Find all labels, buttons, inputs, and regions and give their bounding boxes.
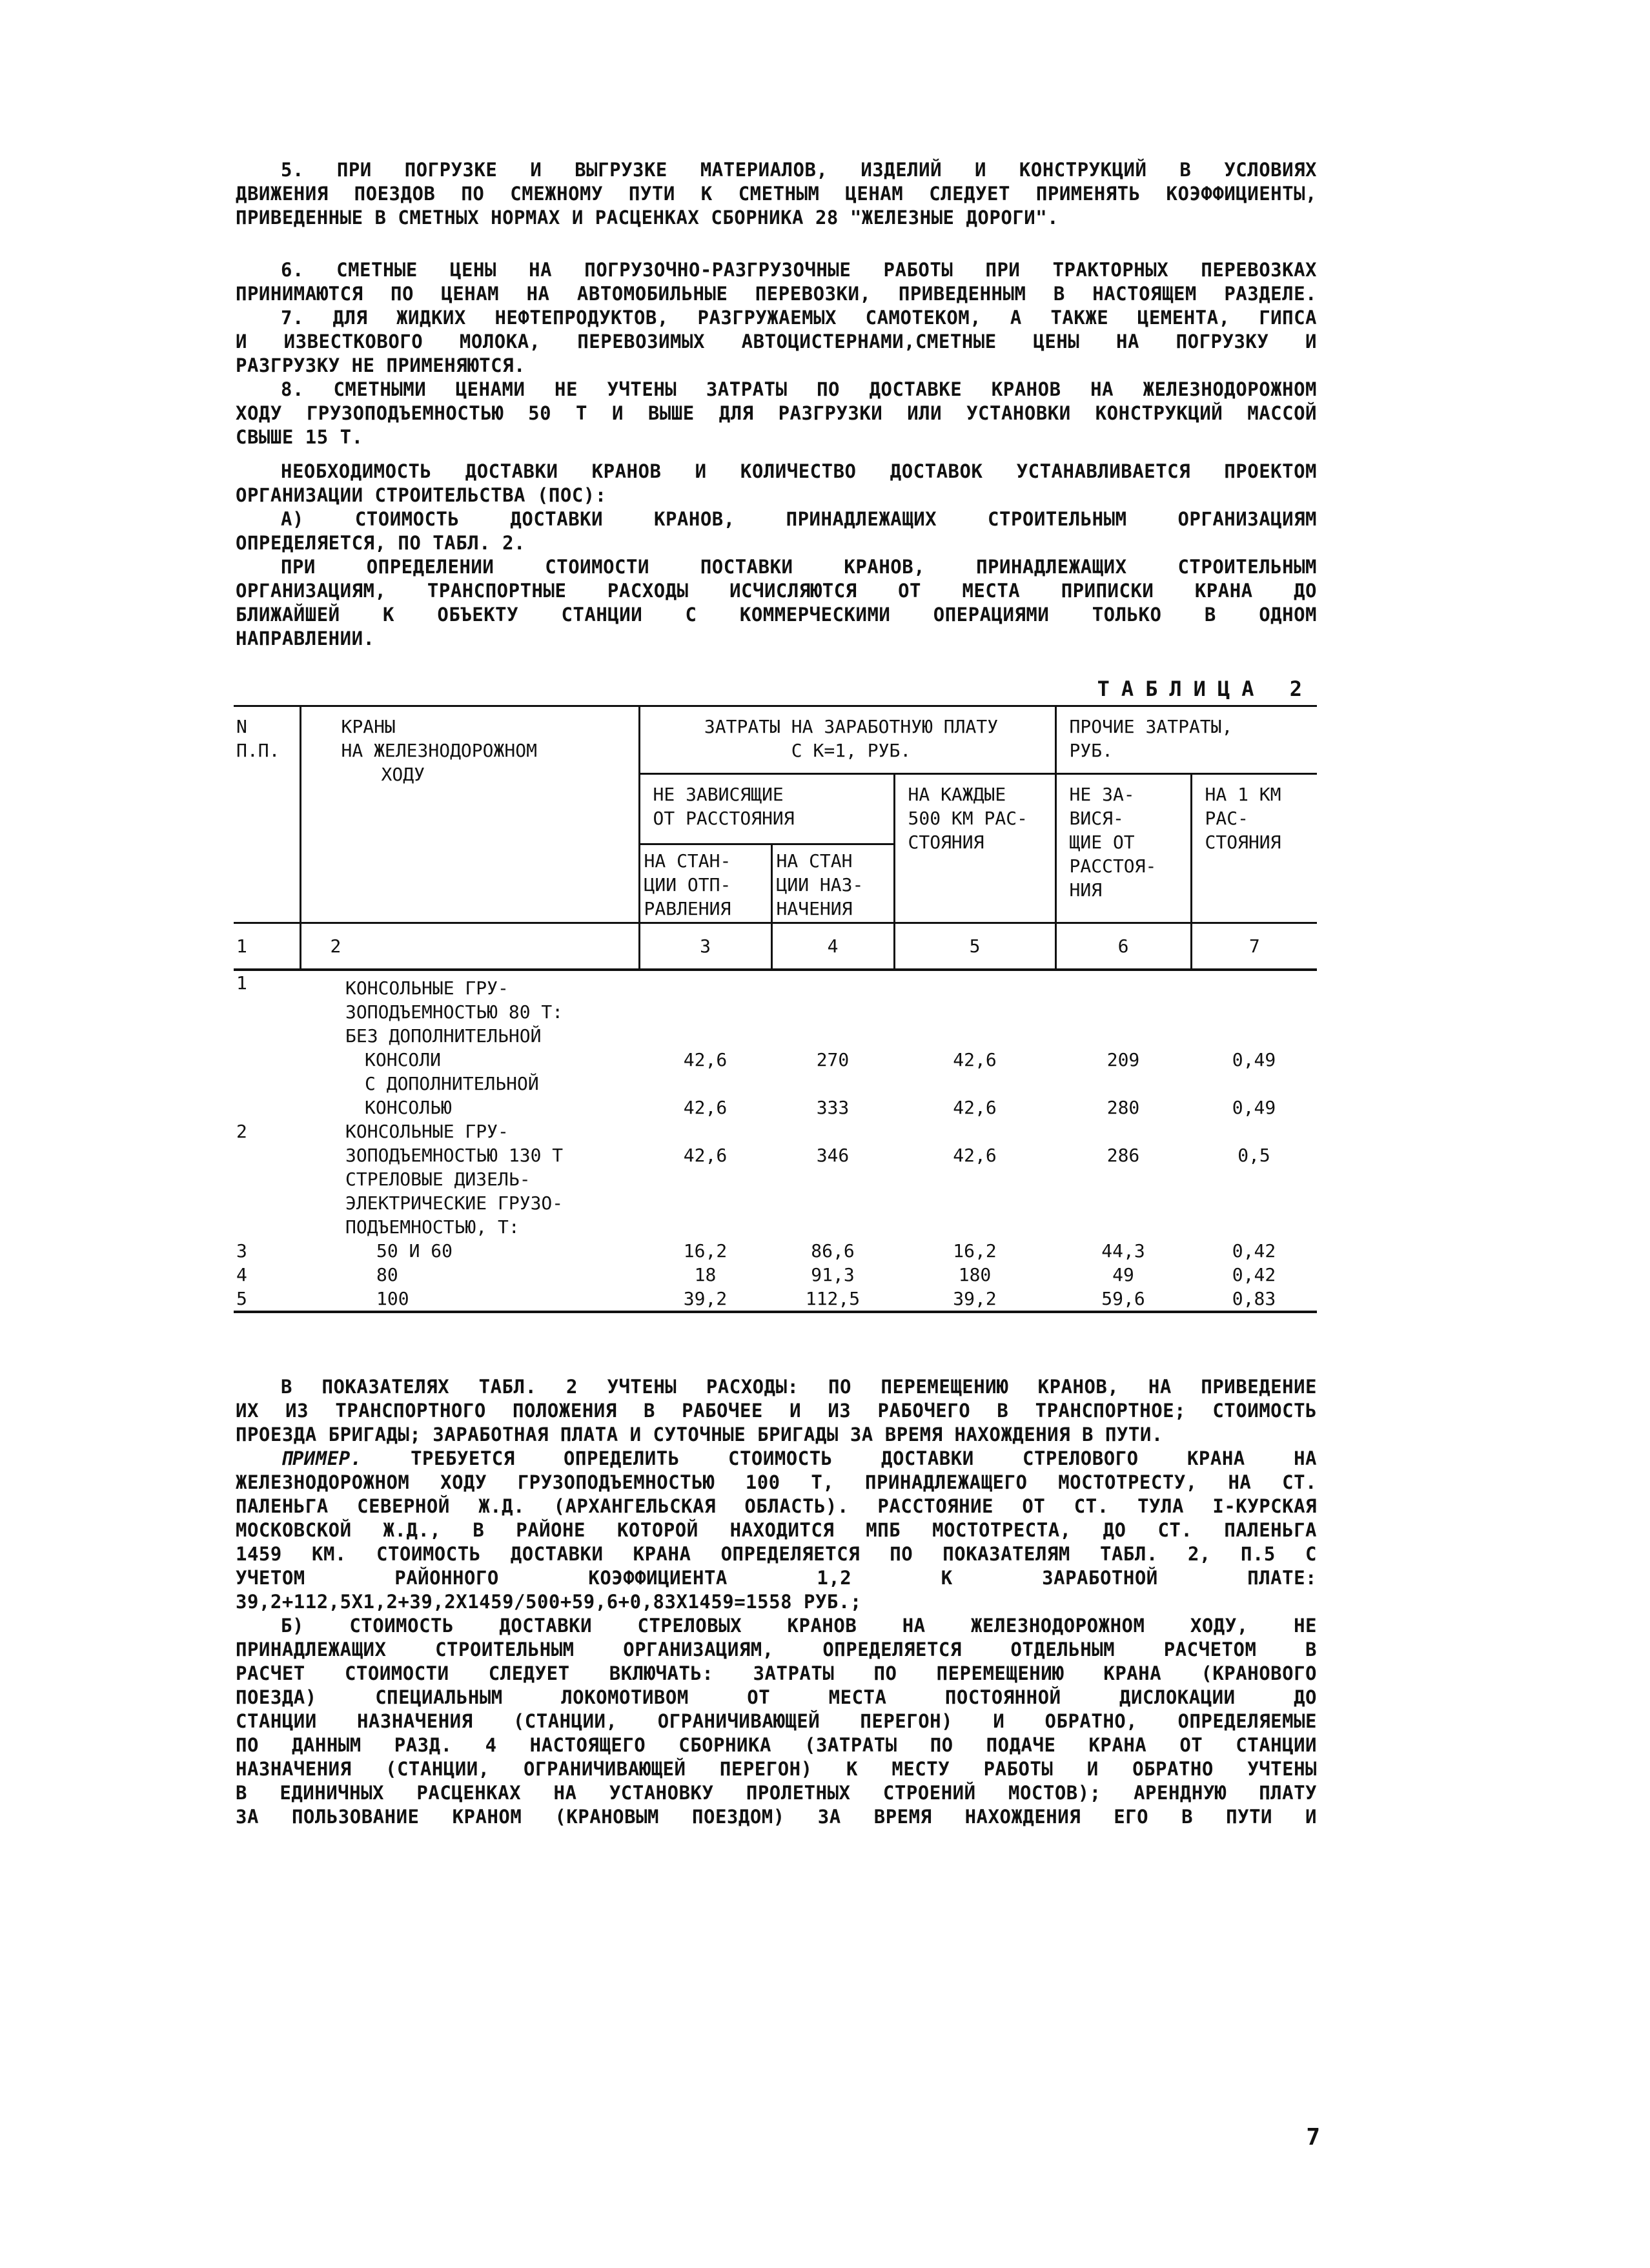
paragraph-after-table (236, 1375, 1317, 1829)
text-line: СВЫШЕ 15 Т. (236, 426, 363, 448)
text-line: ДВИЖЕНИЯ ПОЕЗДОВ ПО СМЕЖНОМУ ПУТИ К СМЕТНЫМ ЦЕНАМ СЛЕДУЕТ ПРИМЕНЯТЬ КОЭФФИЦИЕНТЫ, (236, 183, 1317, 205)
text-line: 7. ДЛЯ ЖИДКИХ НЕФТЕПРОДУКТОВ, РАЗГРУЖАЕМЫХ САМОТЕКОМ, А ТАКЖЕ ЦЕМЕНТА, ГИПСА (281, 307, 1317, 329)
header-number: N П.П. (234, 706, 300, 923)
table-row: СТРЕЛОВЫЕ ДИЗЕЛЬ- ЭЛЕКТРИЧЕСКИЕ ГРУЗО- ПОДЪЕМНОСТЬЮ, Т: (345, 1169, 564, 1238)
table-row: 3 50 И 60 16,2 86,6 16,2 44,3 0,42 (236, 1240, 1276, 1262)
header-wage-costs: ЗАТРАТЫ НА ЗАРАБОТНУЮ ПЛАТУ С К=1, РУБ. (639, 706, 1055, 774)
header-departure-station: НА СТАН- ЦИИ ОТП- РАВЛЕНИЯ (639, 844, 771, 923)
text-line: ОРГАНИЗАЦИИ СТРОИТЕЛЬСТВА (ПОС): (236, 484, 607, 506)
text-line: НАПРАВЛЕНИИ. (236, 628, 375, 649)
paragraphs-6-8 (236, 258, 1317, 449)
header-distance-independent: НЕ ЗАВИСЯЩИЕ ОТ РАССТОЯНИЯ (639, 774, 894, 844)
table-row: 1 КОНСОЛЬНЫЕ ГРУ- ЗОПОДЪЕМНОСТЬЮ 80 Т: БЕЗ ДОПОЛНИТЕЛЬНОЙ КОНСОЛИ 42,6 270 42,6 209 0,49 (236, 972, 1276, 1070)
column-numbers-row: 1 2 3 4 5 6 7 (234, 923, 1317, 970)
text-line: 8. СМЕТНЫМИ ЦЕНАМИ НЕ УЧТЕНЫ ЗАТРАТЫ ПО ДОСТАВКЕ КРАНОВ НА ЖЕЛЕЗНОДОРОЖНОМ (281, 378, 1317, 400)
text-line: ПОЕЗДА) СПЕЦИАЛЬНЫМ ЛОКОМОТИВОМ ОТ МЕСТА ПОСТОЯННОЙ ДИСЛОКАЦИИ ДО (236, 1686, 1317, 1708)
paragraph-crane-delivery (236, 460, 1317, 651)
text-line: СТАНЦИИ НАЗНАЧЕНИЯ (СТАНЦИИ, ОГРАНИЧИВАЮЩЕЙ ПЕРЕГОН) И ОБРАТНО, ОПРЕДЕЛЯЕМЫЕ (236, 1710, 1317, 1732)
text-line: ПРИНАДЛЕЖАЩИХ СТРОИТЕЛЬНЫМ ОРГАНИЗАЦИЯМ, ОПРЕДЕЛЯЕТСЯ ОТДЕЛЬНЫМ РАСЧЕТОМ В (236, 1639, 1317, 1660)
example-first-line: ПРИМЕР. ТРЕБУЕТСЯ ОПРЕДЕЛИТЬ СТОИМОСТЬ ДОСТАВКИ СТРЕЛОВОГО КРАНА НА (281, 1447, 1318, 1469)
text-line: И ИЗВЕСТКОВОГО МОЛОКА, ПЕРЕВОЗИМЫХ АВТОЦИСТЕРНАМИ,СМЕТНЫЕ ЦЕНЫ НА ПОГРУЗКУ И (236, 331, 1317, 352)
paragraph-5 (236, 158, 1317, 230)
text-line: РАЗГРУЗКУ НЕ ПРИМЕНЯЮТСЯ. (236, 354, 525, 376)
text-line: ПО ДАННЫМ РАЗД. 4 НАСТОЯЩЕГО СБОРНИКА (ЗАТРАТЫ ПО ПОДАЧЕ КРАНА ОТ СТАНЦИИ (236, 1734, 1317, 1756)
text-line: 5. ПРИ ПОГРУЗКЕ И ВЫГРУЗКЕ МАТЕРИАЛОВ, ИЗДЕЛИЙ И КОНСТРУКЦИЙ В УСЛОВИЯХ (281, 159, 1317, 181)
table-label: ТАБЛИЦА 2 (1097, 677, 1314, 701)
text-line: ПРИВЕДЕННЫЕ В СМЕТНЫХ НОРМАХ И РАСЦЕНКАХ СБОРНИКА 28 "ЖЕЛЕЗНЫЕ ДОРОГИ". (236, 207, 1059, 229)
text-line: Б) СТОИМОСТЬ ДОСТАВКИ СТРЕЛОВЫХ КРАНОВ НА ЖЕЛЕЗНОДОРОЖНОМ ХОДУ, НЕ (281, 1615, 1317, 1637)
table-2 (234, 705, 1317, 1313)
text-line: МОСКОВСКОЙ Ж.Д., В РАЙОНЕ КОТОРОЙ НАХОДИТСЯ МПБ МОСТОТРЕСТА, ДО СТ. ПАЛЕНЬГА (236, 1519, 1317, 1541)
text-line: 6. СМЕТНЫЕ ЦЕНЫ НА ПОГРУЗОЧНО-РАЗГРУЗОЧНЫЕ РАБОТЫ ПРИ ТРАКТОРНЫХ ПЕРЕВОЗКАХ (281, 259, 1317, 281)
table-row: 5 100 39,2 112,5 39,2 59,6 0,83 (234, 1287, 1317, 1312)
header-per-1km: НА 1 КМ РАС- СТОЯНИЯ (1191, 774, 1317, 923)
text-line: ЖЕЛЕЗНОДОРОЖНОМ ХОДУ ГРУЗОПОДЪЕМНОСТЬЮ 100 Т, ПРИНАДЛЕЖАЩЕГО МОСТОТРЕСТУ, НА СТ. (236, 1471, 1317, 1493)
text-line: 39,2+112,5Х1,2+39,2Х1459/500+59,6+0,83Х1459=1558 РУБ.; (236, 1591, 862, 1613)
text-line: УЧЕТОМ РАЙОННОГО КОЭФФИЦИЕНТА 1,2 К ЗАРАБОТНОЙ ПЛАТЕ: (236, 1567, 1317, 1589)
text-line: ОРГАНИЗАЦИЯМ, ТРАНСПОРТНЫЕ РАСХОДЫ ИСЧИСЛЯЮТСЯ ОТ МЕСТА ПРИПИСКИ КРАНА ДО (236, 580, 1317, 602)
header-destination-station: НА СТАН ЦИИ НАЗ- НАЧЕНИЯ (771, 844, 894, 923)
text-line: ЗА ПОЛЬЗОВАНИЕ КРАНОМ (КРАНОВЫМ ПОЕЗДОМ) ЗА ВРЕМЯ НАХОЖДЕНИЯ ЕГО В ПУТИ И (236, 1806, 1317, 1828)
page-number: 7 (1306, 2124, 1320, 2151)
table-row: С ДОПОЛНИТЕЛЬНОЙ КОНСОЛЬЮ 42,6 333 42,6 280 0,49 (365, 1073, 1276, 1118)
text-line: ПРИ ОПРЕДЕЛЕНИИ СТОИМОСТИ ПОСТАВКИ КРАНОВ, ПРИНАДЛЕЖАЩИХ СТРОИТЕЛЬНЫМ (281, 556, 1317, 578)
text-line: БЛИЖАЙШЕЙ К ОБЪЕКТУ СТАНЦИИ С КОММЕРЧЕСКИМИ ОПЕРАЦИЯМИ ТОЛЬКО В ОДНОМ (236, 604, 1317, 626)
header-per-500km: НА КАЖДЫЕ 500 КМ РАС- СТОЯНИЯ (894, 774, 1055, 923)
text-line: В ЕДИНИЧНЫХ РАСЦЕНКАХ НА УСТАНОВКУ ПРОЛЕТНЫХ СТРОЕНИЙ МОСТОВ); АРЕНДНУЮ ПЛАТУ (236, 1782, 1317, 1804)
text-line: ПРОЕЗДА БРИГАДЫ; ЗАРАБОТНАЯ ПЛАТА И СУТОЧНЫЕ БРИГАДЫ ЗА ВРЕМЯ НАХОЖДЕНИЯ В ПУТИ. (236, 1424, 1163, 1446)
text-line: ИХ ИЗ ТРАНСПОРТНОГО ПОЛОЖЕНИЯ В РАБОЧЕЕ И ИЗ РАБОЧЕГО В ТРАНСПОРТНОЕ; СТОИМОСТЬ (236, 1400, 1317, 1422)
text-line: НЕОБХОДИМОСТЬ ДОСТАВКИ КРАНОВ И КОЛИЧЕСТВО ДОСТАВОК УСТАНАВЛИВАЕТСЯ ПРОЕКТОМ (281, 460, 1317, 482)
text-line: ПАЛЕНЬГА СЕВЕРНОЙ Ж.Д. (АРХАНГЕЛЬСКАЯ ОБЛАСТЬ). РАССТОЯНИЕ ОТ СТ. ТУЛА I-КУРСКАЯ (236, 1495, 1317, 1517)
header-other-distance-independent: НЕ ЗА- ВИСЯ- ЩИЕ ОТ РАССТОЯ- НИЯ (1055, 774, 1191, 923)
text-line: 1459 КМ. СТОИМОСТЬ ДОСТАВКИ КРАНА ОПРЕДЕЛЯЕТСЯ ПО ПОКАЗАТЕЛЯМ ТАБЛ. 2, П.5 С (236, 1543, 1317, 1565)
text-line: А) СТОИМОСТЬ ДОСТАВКИ КРАНОВ, ПРИНАДЛЕЖАЩИХ СТРОИТЕЛЬНЫМ ОРГАНИЗАЦИЯМ (281, 508, 1317, 530)
text-line: В ПОКАЗАТЕЛЯХ ТАБЛ. 2 УЧТЕНЫ РАСХОДЫ: ПО ПЕРЕМЕЩЕНИЮ КРАНОВ, НА ПРИВЕДЕНИЕ (281, 1376, 1317, 1398)
text-line: ОПРЕДЕЛЯЕТСЯ, ПО ТАБЛ. 2. (236, 532, 525, 554)
text-line: НАЗНАЧЕНИЯ (СТАНЦИИ, ОГРАНИЧИВАЮЩЕЙ ПЕРЕГОН) К МЕСТУ РАБОТЫ И ОБРАТНО УЧТЕНЫ (236, 1758, 1317, 1780)
header-cranes: КРАНЫ НА ЖЕЛЕЗНОДОРОЖНОМ ХОДУ (300, 706, 639, 923)
table-row: 2 КОНСОЛЬНЫЕ ГРУ- ЗОПОДЪЕМНОСТЬЮ 130 Т 42,6 346 42,6 286 0,5 (236, 1121, 1270, 1166)
example-label: ПРИМЕР. (281, 1447, 362, 1469)
text-line: ПРИНИМАЮТСЯ ПО ЦЕНАМ НА АВТОМОБИЛЬНЫЕ ПЕРЕВОЗКИ, ПРИВЕДЕННЫМ В НАСТОЯЩЕМ РАЗДЕЛЕ. (236, 283, 1317, 305)
header-other-costs: ПРОЧИЕ ЗАТРАТЫ, РУБ. (1055, 706, 1317, 774)
text-line: РАСЧЕТ СТОИМОСТИ СЛЕДУЕТ ВКЛЮЧАТЬ: ЗАТРАТЫ ПО ПЕРЕМЕЩЕНИЮ КРАНА (КРАНОВОГО (236, 1662, 1317, 1684)
text-line: ХОДУ ГРУЗОПОДЪЕМНОСТЬЮ 50 Т И ВЫШЕ ДЛЯ РАЗГРУЗКИ ИЛИ УСТАНОВКИ КОНСТРУКЦИЙ МАССОЙ (236, 402, 1317, 424)
table-row: 4 80 18 91,3 180 49 0,42 (236, 1264, 1276, 1285)
